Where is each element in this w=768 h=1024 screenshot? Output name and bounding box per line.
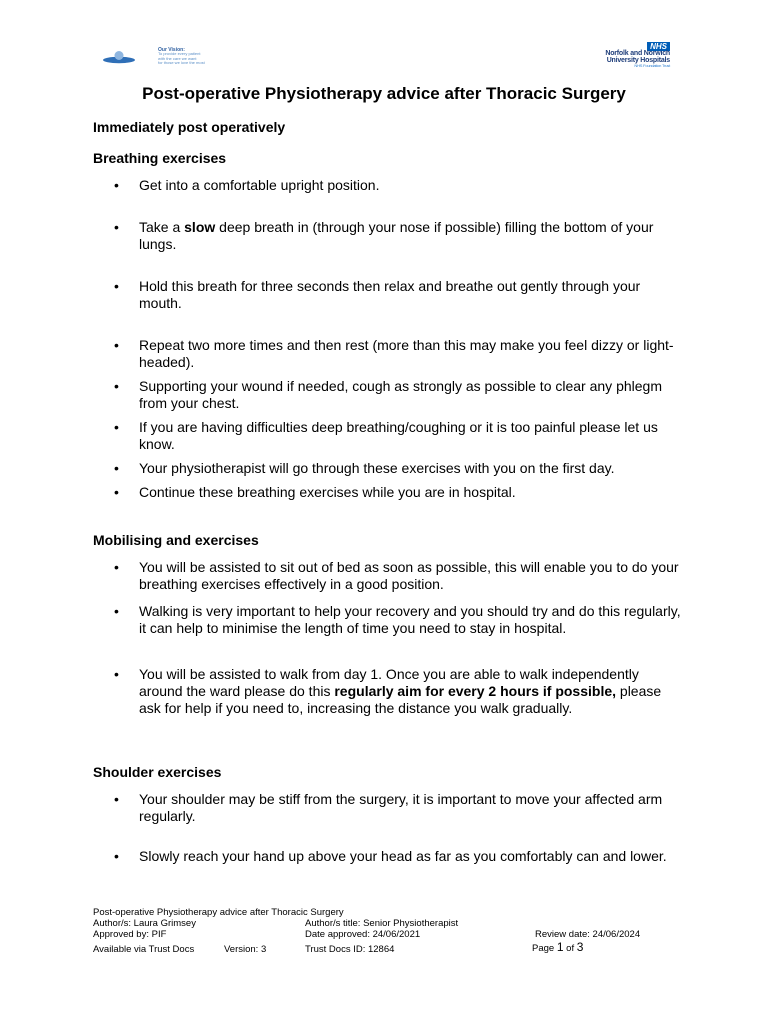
list-item: • Repeat two more times and then rest (more than this may make you feel dizzy or light-headed). xyxy=(139,337,684,371)
list-item: • You will be assisted to walk from day 1. Once you are able to walk independently around the ward please do this regularly aim for every 2 hours if possible, please ask for help if you need to, increasing the distance you walk gradually. xyxy=(139,666,684,717)
page-title: Post-operative Physiotherapy advice after Thoracic Surgery xyxy=(142,84,626,103)
list-item: • Your physiotherapist will go through these exercises with you on the first day. xyxy=(139,460,684,477)
footer-doc-title: Post-operative Physiotherapy advice after Thoracic Surgery xyxy=(93,907,344,918)
list-item: • Get into a comfortable upright position. xyxy=(139,177,684,194)
footer-date-approved: Date approved: 24/06/2021 xyxy=(305,929,421,940)
footer-approved-by: Approved by: PIF xyxy=(93,929,167,940)
footer-author: Author/s: Laura Grimsey xyxy=(93,918,196,929)
footer-author-title: Author/s title: Senior Physiotherapist xyxy=(305,918,459,929)
heading-shoulder-exercises: Shoulder exercises xyxy=(93,764,222,780)
heading-mobilising-and-exercises: Mobilising and exercises xyxy=(93,532,259,548)
list-item: • Slowly reach your hand up above your head as far as you comfortably can and lower. xyxy=(139,848,684,865)
footer-version: Version: 3 xyxy=(224,944,267,955)
footer-review-date: Review date: 24/06/2024 xyxy=(535,929,641,940)
footer-page-number: Page 1 of 3 xyxy=(532,940,584,954)
footer-trust-docs-id: Trust Docs ID: 12864 xyxy=(305,944,395,955)
list-item: • Your shoulder may be stiff from the surgery, it is important to move your affected arm regularly. xyxy=(139,791,684,825)
list-item: • You will be assisted to sit out of bed as soon as possible, this will enable you to do your breathing exercises effectively in a good position. xyxy=(139,559,684,593)
trust-subtitle: NHS Foundation Trust xyxy=(634,63,670,68)
list-item: • Take a slow deep breath in (through your nose if possible) filling the bottom of your lungs. xyxy=(139,219,684,253)
trust-name-line-2: University Hospitals xyxy=(606,56,670,64)
footer-available: Available via Trust Docs xyxy=(93,944,195,955)
subtitle-immediately-post-op: Immediately post operatively xyxy=(93,119,286,135)
trust-name-line-1: Norfolk and Norwich xyxy=(605,50,670,57)
list-item: • If you are having difficulties deep breathing/coughing or it is too painful please let us know. xyxy=(139,419,684,453)
list-item: • Continue these breathing exercises while you are in hospital. xyxy=(139,484,684,501)
list-item: • Hold this breath for three seconds then relax and breathe out gently through your mouth. xyxy=(139,278,684,312)
list-item: • Supporting your wound if needed, cough as strongly as possible to clear any phlegm from your chest. xyxy=(139,378,684,412)
vision-logo-icon xyxy=(102,50,136,64)
nhs-trust-logo xyxy=(544,42,672,66)
heading-breathing-exercises: Breathing exercises xyxy=(93,150,227,166)
list-item: • Walking is very important to help your recovery and you should try and do this regularly, it can help to minimise the length of time you need to stay in hospital. xyxy=(139,603,684,637)
vision-logo xyxy=(98,46,228,70)
vision-logo-text: Our Vision: To provide every patient with the care we want for those we love the most xyxy=(158,47,205,66)
nhs-badge: NHS xyxy=(647,42,670,51)
